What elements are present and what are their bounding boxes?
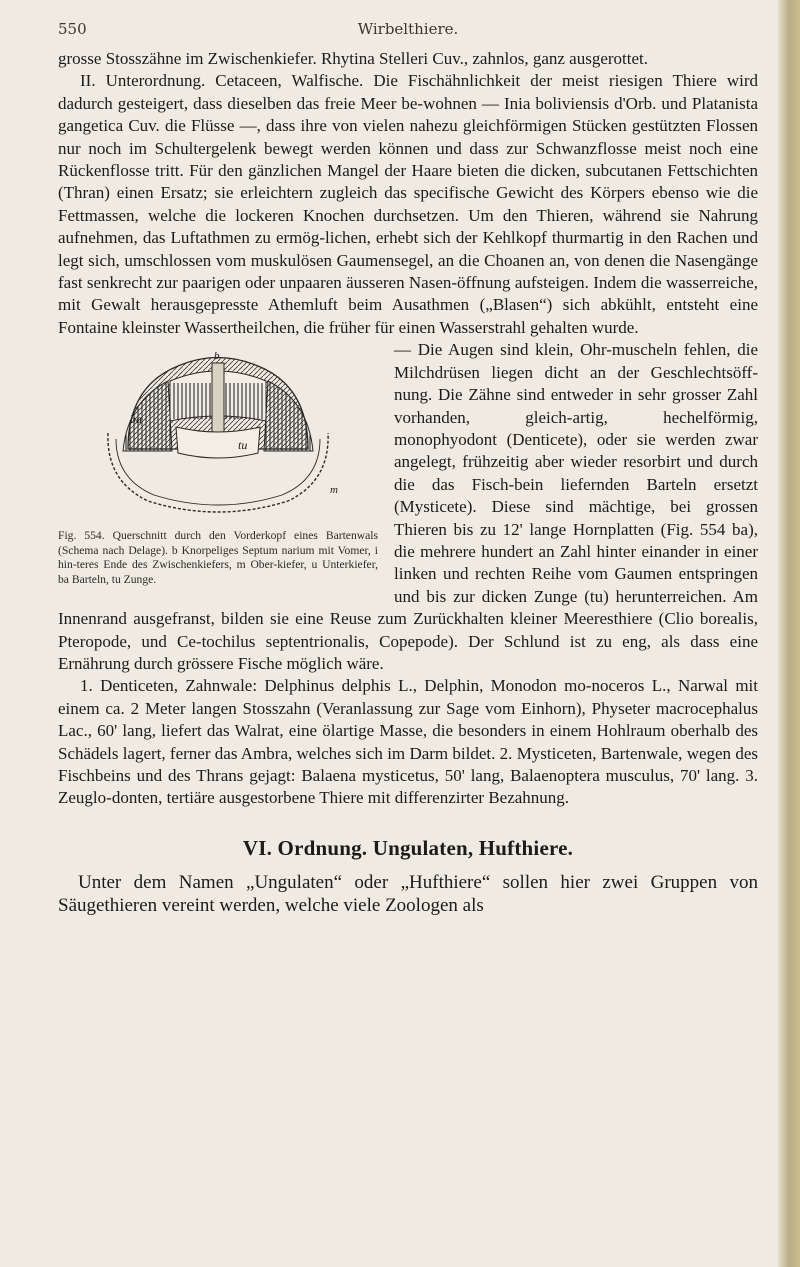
book-spine-edge	[778, 0, 800, 1267]
whale-head-cross-section-illustration	[68, 341, 368, 521]
label-m: m	[330, 484, 338, 497]
label-b: b	[214, 350, 220, 363]
paragraph-4: 1. Denticeten, Zahnwale: Delphinus delphis L., Delphin, Monodon mo-noceros L., Narwal mit einem ca. 2 Meter langen Stosszahn (Veranlassung zur Sage vom Einhorn), Physeter macrocephalus Lac., 60' lang, liefert das Walrat, eine ölartige Masse, die besonders in einem Hohlraum oberhalb des Schädels lagert, ferner das Ambra, welches sich im Darm bildet. 2. Mysticeten, Bartenwale, wegen des Fischbeins und des Thrans gejagt: Balaena mysticetus, 50' lang, Balaenoptera musculus, 70' lang. 3. Zeuglo-donten, tertiäre ausgestorbene Thiere mit differenzirter Bezahnung.	[58, 676, 758, 808]
page	[58, 18, 758, 917]
paragraph-2: II. Unterordnung. Cetaceen, Walfische. Die Fischähnlichkeit der meist riesigen Thiere wird dadurch gesteigert, dass dieselben das freie Meer be-wohnen — Inia boliviensis d'Orb. und Platanista gangetica Cuv. die Flüsse —, dass ihre von vielen nahezu gleichförmigen Stücken gestützten Flossen nur noch im Schultergelenk bewegt werden können und dass zur Schwanzflosse meist noch eine Rückenflosse tritt. Für den gänzlichen Mangel der Haare bieten die dicken, subcutanen Fettschichten (Thran) einen Ersatz; sie erleichtern zugleich das specifische Gewicht des Körpers ebenso wie die Fettmassen, welche die lockeren Knochen durchsetzen. Um den Thieren, während sie Nahrung aufnehmen, das Luftathmen zu ermög-lichen, erhebt sich der Kehlkopf thurmartig in den Rachen und legt sich, umschlossen vom muskulösen Gaumensegel, an die Choanen an, von denen die Nasengänge fast senkrecht zur paarigen oder unpaaren äusseren Nasen-öffnung aufsteigen. Indem die wasserreiche, mit Gewalt herausgepresste Athemluft beim Ausathmen („Blasen“) sich abkühlt, entsteht eine Fontaine kleinster Wassertheilchen, die früher für einen Wasserstrahl gehalten wurde.	[58, 71, 758, 337]
paragraph-3: — Die Augen sind klein, Ohr-muscheln fehlen, die Milchdrüsen liegen dicht an der Geschlechtsöff-nung. Die Zähne sind entweder in sehr grosser Zahl vorhanden, gleich-artig, hechelförmig, monophyodont (Denticete), oder sie werden zwar angelegt, frühzeitig aber wieder resorbirt und durch die das Fisch-bein liefernden Barteln ersetzt (Mysticete). Diese sind mächtige, bei grossen Thieren bis zu 12' lange Hornplatten (Fig. 554 ba), die mehrere hundert an Zahl hinter einander in einer linken und rechten Reihe vom Gaumen entspringen und bis zur dicken Zunge (tu) herunterreichen. Am Innenrand ausgefranst, bilden sie eine Reuse zum Zurückhalten kleiner Meeresthiere (Clio borealis, Pteropode, und Ce-tochilus septentrionalis, Copepode). Der Schlund ist zu eng, als dass eine Ernährung durch grössere Fische möglich wäre.	[58, 340, 758, 673]
paragraph-5: Unter dem Namen „Ungulaten“ oder „Hufthiere“ sollen hier zwei Gruppen von Säugethieren vereint werden, welche viele Zoologen als	[58, 871, 758, 916]
section-heading: VI. Ordnung. Ungulaten, Hufthiere.	[242, 835, 574, 860]
running-title: Wirbelthiere.	[357, 20, 459, 38]
page-number: 550	[58, 20, 87, 38]
paragraph-1: grosse Stosszähne im Zwischenkiefer. Rhytina Stelleri Cuv., zahnlos, ganz ausgerottet.	[58, 49, 648, 68]
figure-554	[58, 341, 378, 587]
page-header	[58, 18, 758, 48]
figure-caption: Fig. 554. Querschnitt durch den Vorderkopf eines Bartenwals (Schema nach Delage). b Knorpeliges Septum narium mit Vomer, i hin-teres Ende des Zwischenkiefers, m Ober-kiefer, u Unterkiefer, ba Barteln, tu Zunge.	[58, 529, 378, 587]
label-ba: ba	[130, 412, 142, 427]
label-tu: tu	[238, 438, 248, 453]
